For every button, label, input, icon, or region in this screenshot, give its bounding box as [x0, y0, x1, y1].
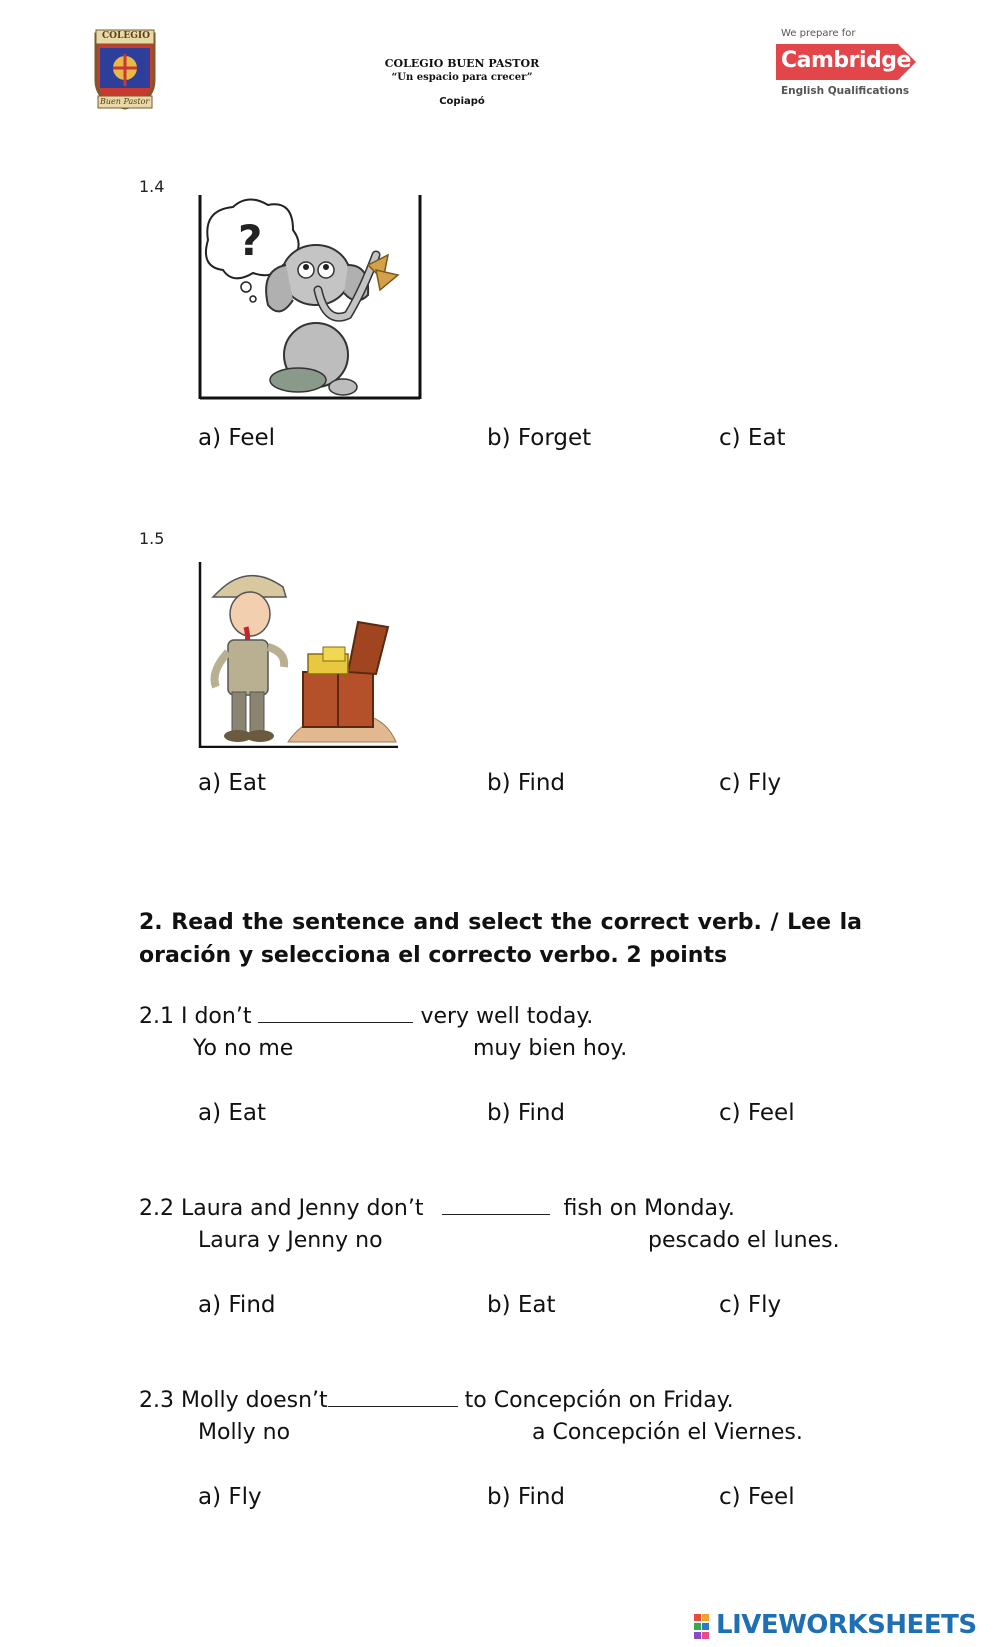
option-a[interactable]: a) Feel [198, 425, 276, 451]
sentence-prefix: 2.3 Molly doesn’t [139, 1388, 328, 1413]
sentence-suffix: fish on Monday. [563, 1196, 735, 1221]
svg-text:?: ? [238, 216, 263, 265]
school-name: COLEGIO BUEN PASTOR [384, 57, 540, 70]
option-b[interactable]: b) Forget [487, 425, 592, 451]
answer-blank[interactable] [258, 1004, 413, 1023]
sentence-2-3 [139, 1388, 734, 1413]
crest-text-bottom: Buen Pastor [100, 97, 150, 106]
option-c[interactable]: c) Feel [719, 1100, 795, 1126]
option-c[interactable]: c) Feel [719, 1484, 795, 1510]
option-c[interactable]: c) Fly [719, 770, 782, 796]
liveworksheets-text: LIVEWORKSHEETS [716, 1610, 977, 1640]
section2-heading-line1: 2. Read the sentence and select the correct verb. / Lee la [139, 910, 862, 935]
sentence-suffix: to Concepción on Friday. [464, 1388, 734, 1413]
liveworksheets-icon [694, 1614, 718, 1640]
option-c[interactable]: c) Fly [719, 1292, 782, 1318]
explorer-treasure-chest-image [198, 562, 398, 748]
option-a[interactable]: a) Eat [198, 770, 267, 796]
sentence-2-2 [139, 1196, 735, 1221]
option-c[interactable]: c) Eat [719, 425, 786, 451]
translation-end: a Concepción el Viernes. [532, 1420, 803, 1445]
option-b[interactable]: b) Eat [487, 1292, 556, 1318]
section2-heading-line2: oración y selecciona el correcto verbo. 2 points [139, 943, 728, 968]
translation-start: Laura y Jenny no [198, 1228, 383, 1253]
option-b[interactable]: b) Find [487, 770, 566, 796]
answer-blank[interactable] [328, 1388, 458, 1407]
question-number: 1.4 [139, 177, 165, 196]
sentence-prefix: 2.1 I don’t [139, 1004, 252, 1029]
cambridge-brand-text: Cambridge [781, 48, 911, 73]
sentence-prefix: 2.2 Laura and Jenny don’t [139, 1196, 424, 1221]
option-b[interactable]: b) Find [487, 1484, 566, 1510]
option-b[interactable]: b) Find [487, 1100, 566, 1126]
sentence-2-1 [139, 1004, 593, 1029]
translation-end: pescado el lunes. [648, 1228, 840, 1253]
crest-text-top: COLEGIO [102, 31, 150, 41]
liveworksheets-logo[interactable] [694, 1610, 994, 1642]
option-a[interactable]: a) Fly [198, 1484, 262, 1510]
cambridge-sub-text: English Qualifications [781, 85, 910, 97]
confused-elephant-image [198, 195, 423, 400]
translation-start: Yo no me [193, 1036, 294, 1061]
answer-blank[interactable] [442, 1196, 550, 1215]
school-motto: “Un espacio para crecer” [391, 72, 533, 83]
cambridge-logo [776, 28, 926, 100]
translation-start: Molly no [198, 1420, 291, 1445]
cambridge-prepare-text: We prepare for [781, 28, 856, 39]
school-city: Copiapó [439, 96, 485, 107]
option-a[interactable]: a) Find [198, 1292, 276, 1318]
question-number: 1.5 [139, 529, 165, 548]
sentence-suffix: very well today. [420, 1004, 594, 1029]
option-a[interactable]: a) Eat [198, 1100, 267, 1126]
section2-heading [139, 906, 862, 972]
translation-end: muy bien hoy. [473, 1036, 628, 1061]
